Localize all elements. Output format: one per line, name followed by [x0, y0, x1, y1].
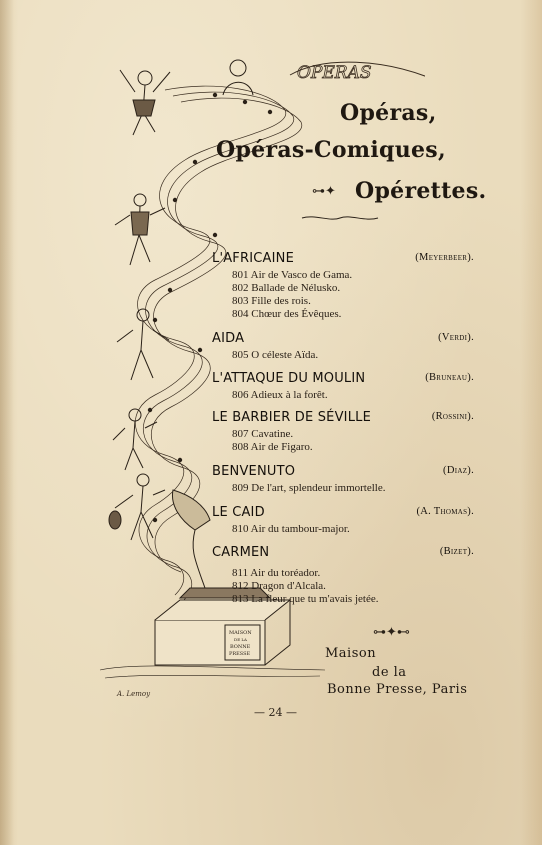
- illustrator-signature: A. Lemoy: [117, 690, 151, 698]
- entry-africaine: [212, 251, 474, 321]
- entry-aida: [212, 331, 474, 362]
- publisher-line-1: Maison: [325, 646, 377, 661]
- banner-text: OPERAS: [297, 63, 372, 83]
- track-item: 803 Fille des rois.: [232, 295, 311, 307]
- track-item: 811 Air du toréador.: [232, 567, 321, 579]
- publisher-line-3: Bonne Presse, Paris: [327, 682, 468, 697]
- publisher-line-2: de la: [372, 665, 407, 680]
- footer-ornament: ⊶✦⊷: [373, 625, 410, 640]
- track-item: 806 Adieux à la forêt.: [232, 389, 328, 401]
- entry-barbier-de-seville: [212, 410, 474, 454]
- title-operas-comiques: Opéras-Comiques,: [216, 137, 446, 163]
- track-item: 809 De l'art, splendeur immortelle.: [232, 482, 386, 494]
- title-operettes: Opérettes.: [355, 178, 487, 204]
- track-item: 804 Chœur des Évêques.: [232, 308, 342, 320]
- phonograph-label-2: DE LA: [234, 637, 247, 642]
- composer-name: (Diaz).: [443, 465, 474, 476]
- phonograph-label-3: BONNE: [230, 644, 251, 650]
- entry-le-caid: [212, 505, 474, 536]
- opera-title: LE BARBIER DE SÉVILLE (Rossini).: [212, 410, 474, 425]
- title-ornament: ⊶✦: [312, 184, 336, 199]
- title-operas: Opéras,: [340, 100, 437, 126]
- composer-name: (Meyerbeer).: [415, 252, 474, 263]
- opera-title: L'ATTAQUE DU MOULIN (Bruneau).: [212, 371, 474, 386]
- composer-name: (Rossini).: [431, 411, 474, 422]
- composer-name: (Bruneau).: [425, 372, 474, 383]
- track-item: 813 La fleur que tu m'avais jetée.: [232, 593, 379, 605]
- composer-name: (Bizet).: [439, 546, 474, 557]
- opera-title: BENVENUTO (Diaz).: [212, 464, 474, 479]
- entry-benvenuto: [212, 464, 474, 495]
- page-number: — 24 —: [254, 706, 297, 719]
- composer-name: (Verdi).: [438, 332, 474, 343]
- track-item: 805 O céleste Aïda.: [232, 349, 319, 361]
- phonograph-label-1: MAISON: [229, 630, 252, 636]
- opera-title: AIDA (Verdi).: [212, 331, 474, 346]
- entry-carmen: [212, 545, 474, 606]
- opera-title: L'AFRICAINE (Meyerbeer).: [212, 251, 474, 266]
- track-item: 808 Air de Figaro.: [232, 441, 313, 453]
- ornamental-rule: [300, 214, 380, 222]
- opera-title: CARMEN (Bizet).: [212, 545, 474, 560]
- opera-title: LE CAID (A. Thomas).: [212, 505, 474, 520]
- track-item: 810 Air du tambour-major.: [232, 523, 350, 535]
- composer-name: (A. Thomas).: [416, 506, 474, 517]
- entry-attaque-du-moulin: [212, 371, 474, 402]
- track-item: 802 Ballade de Nélusko.: [232, 282, 341, 294]
- phonograph-label-4: PRESSE: [229, 651, 251, 657]
- track-item: 812 Dragon d'Alcala.: [232, 580, 326, 592]
- track-item: 807 Cavatine.: [232, 428, 294, 440]
- track-item: 801 Air de Vasco de Gama.: [232, 269, 353, 281]
